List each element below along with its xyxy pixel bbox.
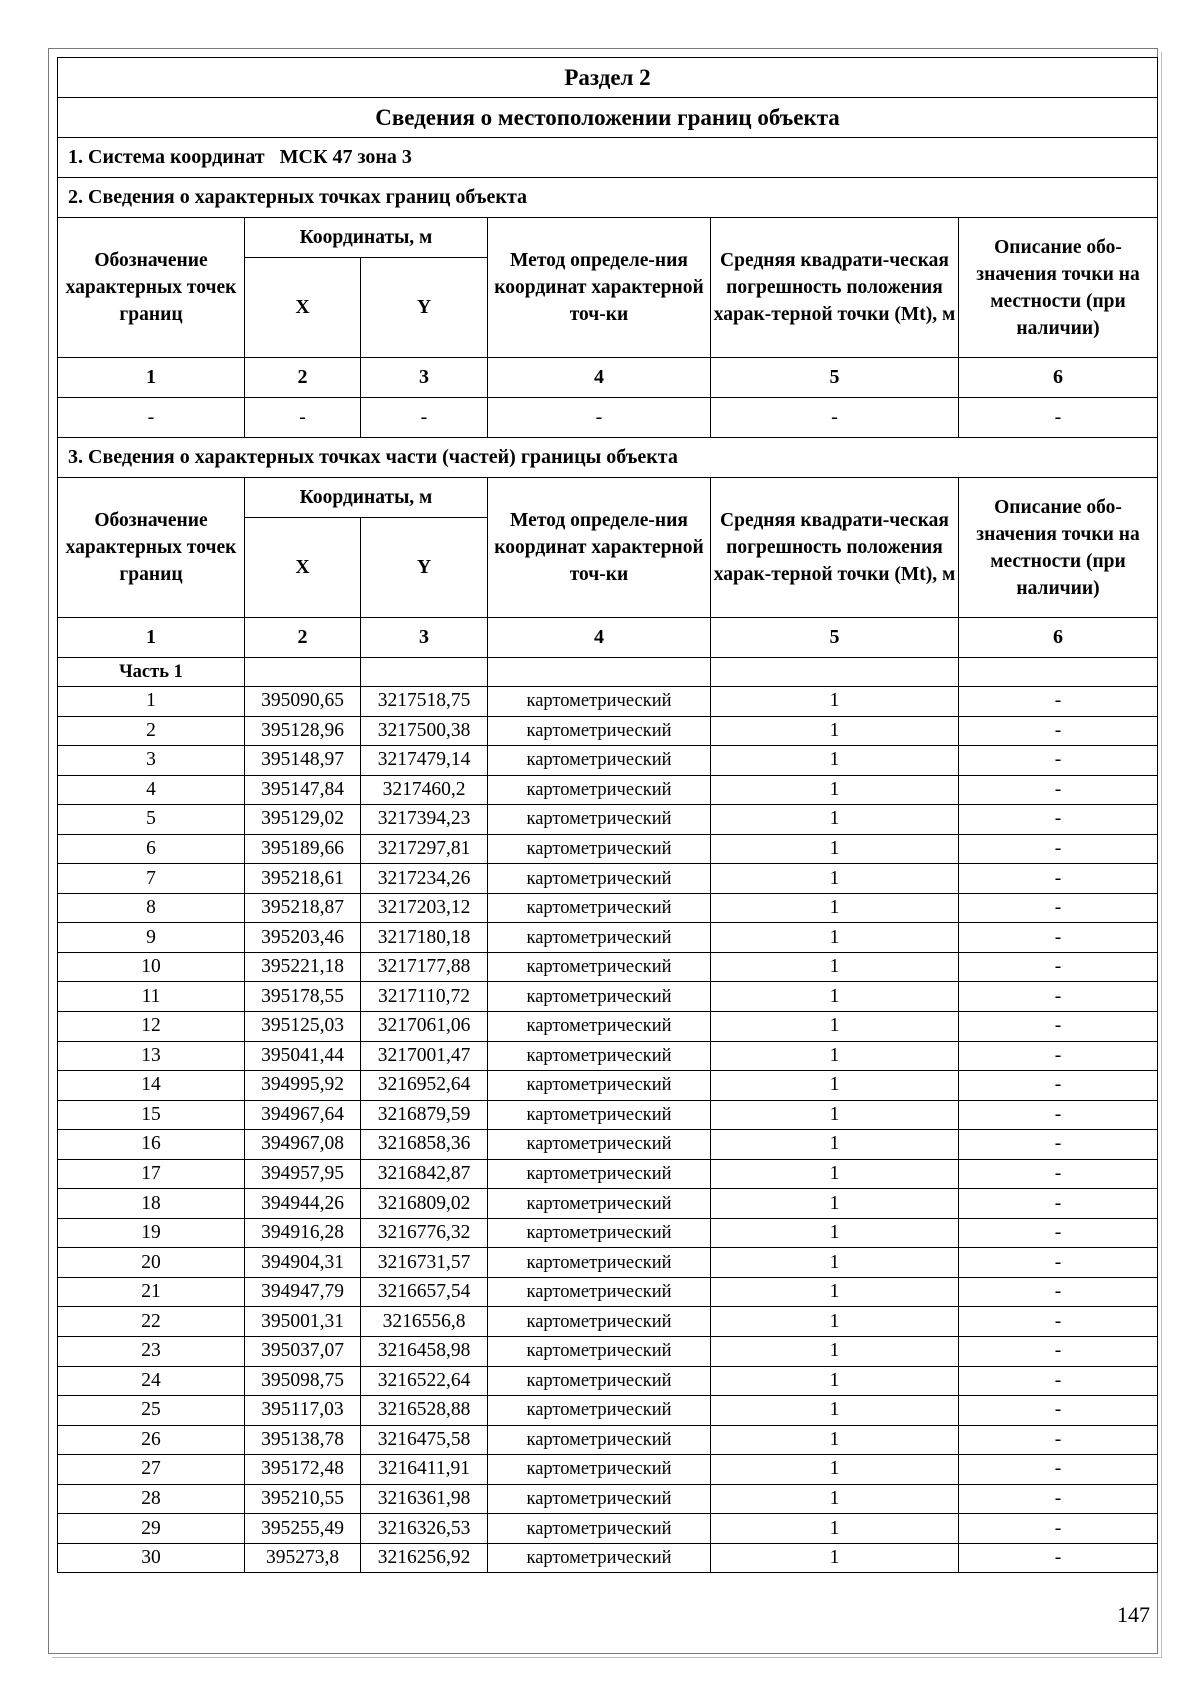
point-number: 6 xyxy=(58,834,245,864)
coord-y: 3216326,53 xyxy=(361,1514,488,1544)
method: картометрический xyxy=(488,716,711,746)
point-number: 30 xyxy=(58,1543,245,1573)
table-row xyxy=(58,1218,1158,1248)
coord-x: 395128,96 xyxy=(245,716,361,746)
method: картометрический xyxy=(488,805,711,835)
coord-x: 394904,31 xyxy=(245,1248,361,1278)
point-number: 9 xyxy=(58,923,245,953)
empty-cell xyxy=(488,658,711,687)
description: - xyxy=(959,864,1158,894)
description: - xyxy=(959,1100,1158,1130)
coord-x: 394957,95 xyxy=(245,1159,361,1189)
coord-x: 395117,03 xyxy=(245,1396,361,1426)
empty-cell: - xyxy=(245,398,361,438)
point-number: 24 xyxy=(58,1366,245,1396)
coord-y: 3217177,88 xyxy=(361,952,488,982)
description: - xyxy=(959,1218,1158,1248)
error-value: 1 xyxy=(711,1366,959,1396)
header-x: X xyxy=(245,258,361,358)
point-number: 25 xyxy=(58,1396,245,1426)
method: картометрический xyxy=(488,1041,711,1071)
column-number: 6 xyxy=(959,618,1158,658)
coord-x: 395148,97 xyxy=(245,746,361,776)
coord-y: 3216952,64 xyxy=(361,1071,488,1101)
description: - xyxy=(959,1396,1158,1426)
method: картометрический xyxy=(488,1543,711,1573)
method: картометрический xyxy=(488,834,711,864)
coord-y: 3216411,91 xyxy=(361,1455,488,1485)
coord-x: 395138,78 xyxy=(245,1425,361,1455)
error-value: 1 xyxy=(711,775,959,805)
error-value: 1 xyxy=(711,1484,959,1514)
table-row xyxy=(58,1248,1158,1278)
error-value: 1 xyxy=(711,716,959,746)
header-designation: Обозначение характерных точек границ xyxy=(58,478,245,618)
method: картометрический xyxy=(488,746,711,776)
coord-x: 395203,46 xyxy=(245,923,361,953)
point-number: 4 xyxy=(58,775,245,805)
coord-x: 394944,26 xyxy=(245,1189,361,1219)
table-row xyxy=(58,1337,1158,1367)
method: картометрический xyxy=(488,1307,711,1337)
coord-y: 3216475,58 xyxy=(361,1425,488,1455)
empty-cell xyxy=(959,658,1158,687)
description: - xyxy=(959,1484,1158,1514)
header-error: Средняя квадрати-ческая погрешность положения харак-терной точки (Mt), м xyxy=(711,478,959,618)
coord-y: 3216458,98 xyxy=(361,1337,488,1367)
coord-y: 3216809,02 xyxy=(361,1189,488,1219)
empty-cell: - xyxy=(711,398,959,438)
table-row xyxy=(58,805,1158,835)
method: картометрический xyxy=(488,1012,711,1042)
part3-heading: 3. Сведения о характерных точках части (частей) границы объекта xyxy=(58,438,1158,478)
header-description: Описание обо-значения точки на местности (при наличии) xyxy=(959,218,1158,358)
coord-y: 3216731,57 xyxy=(361,1248,488,1278)
error-value: 1 xyxy=(711,864,959,894)
coord-y: 3217460,2 xyxy=(361,775,488,805)
description: - xyxy=(959,1130,1158,1160)
coord-y: 3217180,18 xyxy=(361,923,488,953)
coord-x: 395210,55 xyxy=(245,1484,361,1514)
method: картометрический xyxy=(488,982,711,1012)
header-y: Y xyxy=(361,518,488,618)
error-value: 1 xyxy=(711,1189,959,1219)
description: - xyxy=(959,1514,1158,1544)
error-value: 1 xyxy=(711,1100,959,1130)
error-value: 1 xyxy=(711,1425,959,1455)
point-number: 15 xyxy=(58,1100,245,1130)
table-row xyxy=(58,1396,1158,1426)
point-number: 12 xyxy=(58,1012,245,1042)
table-row xyxy=(58,1307,1158,1337)
empty-cell: - xyxy=(58,398,245,438)
coord-y: 3217001,47 xyxy=(361,1041,488,1071)
point-number: 14 xyxy=(58,1071,245,1101)
method: картометрический xyxy=(488,1455,711,1485)
coord-x: 395001,31 xyxy=(245,1307,361,1337)
coord-y: 3216858,36 xyxy=(361,1130,488,1160)
coord-y: 3216256,92 xyxy=(361,1543,488,1573)
method: картометрический xyxy=(488,1130,711,1160)
description: - xyxy=(959,1071,1158,1101)
coord-x: 395189,66 xyxy=(245,834,361,864)
coord-y: 3216361,98 xyxy=(361,1484,488,1514)
column-number: 2 xyxy=(245,358,361,398)
coord-y: 3217297,81 xyxy=(361,834,488,864)
coord-x: 395273,8 xyxy=(245,1543,361,1573)
point-number: 23 xyxy=(58,1337,245,1367)
empty-cell xyxy=(245,658,361,687)
table-row xyxy=(58,982,1158,1012)
part2-heading: 2. Сведения о характерных точках границ объекта xyxy=(58,178,1158,218)
method: картометрический xyxy=(488,687,711,717)
point-number: 2 xyxy=(58,716,245,746)
header-method: Метод определе-ния координат характерной точ-ки xyxy=(488,478,711,618)
coord-x: 395129,02 xyxy=(245,805,361,835)
coord-y: 3217518,75 xyxy=(361,687,488,717)
coord-x: 394947,79 xyxy=(245,1277,361,1307)
page-number: 147 xyxy=(1117,1602,1150,1627)
method: картометрический xyxy=(488,1071,711,1101)
section-subtitle-row xyxy=(58,98,1158,138)
description: - xyxy=(959,746,1158,776)
description: - xyxy=(959,1159,1158,1189)
empty-cell xyxy=(711,658,959,687)
part2-empty-row xyxy=(58,398,1158,438)
method: картометрический xyxy=(488,1425,711,1455)
method: картометрический xyxy=(488,1100,711,1130)
column-number: 4 xyxy=(488,618,711,658)
table-row xyxy=(58,687,1158,717)
column-number: 4 xyxy=(488,358,711,398)
coord-x: 395147,84 xyxy=(245,775,361,805)
coord-x: 394995,92 xyxy=(245,1071,361,1101)
coord-y: 3217110,72 xyxy=(361,982,488,1012)
error-value: 1 xyxy=(711,1218,959,1248)
method: картометрический xyxy=(488,864,711,894)
error-value: 1 xyxy=(711,1337,959,1367)
empty-cell xyxy=(361,658,488,687)
coord-y: 3217500,38 xyxy=(361,716,488,746)
coord-y: 3217234,26 xyxy=(361,864,488,894)
description: - xyxy=(959,923,1158,953)
description: - xyxy=(959,1543,1158,1573)
coordinates-table xyxy=(57,57,1158,1573)
coord-x: 395255,49 xyxy=(245,1514,361,1544)
description: - xyxy=(959,893,1158,923)
error-value: 1 xyxy=(711,1543,959,1573)
empty-cell: - xyxy=(361,398,488,438)
point-number: 29 xyxy=(58,1514,245,1544)
description: - xyxy=(959,1366,1158,1396)
error-value: 1 xyxy=(711,1012,959,1042)
error-value: 1 xyxy=(711,1159,959,1189)
section-title-row xyxy=(58,58,1158,98)
coord-x: 395221,18 xyxy=(245,952,361,982)
column-number: 2 xyxy=(245,618,361,658)
point-number: 17 xyxy=(58,1159,245,1189)
coord-x: 395125,03 xyxy=(245,1012,361,1042)
point-number: 10 xyxy=(58,952,245,982)
coord-x: 395218,87 xyxy=(245,893,361,923)
description: - xyxy=(959,1455,1158,1485)
point-number: 11 xyxy=(58,982,245,1012)
part3-heading-row xyxy=(58,438,1158,478)
description: - xyxy=(959,1425,1158,1455)
point-number: 26 xyxy=(58,1425,245,1455)
description: - xyxy=(959,834,1158,864)
coord-x: 394916,28 xyxy=(245,1218,361,1248)
coord-y: 3216879,59 xyxy=(361,1100,488,1130)
coord-y: 3217203,12 xyxy=(361,893,488,923)
table-row xyxy=(58,1189,1158,1219)
method: картометрический xyxy=(488,1159,711,1189)
header-y: Y xyxy=(361,258,488,358)
table-row xyxy=(58,1425,1158,1455)
header-coordinates: Координаты, м xyxy=(245,478,488,518)
error-value: 1 xyxy=(711,923,959,953)
error-value: 1 xyxy=(711,1248,959,1278)
point-number: 16 xyxy=(58,1130,245,1160)
point-number: 27 xyxy=(58,1455,245,1485)
column-number: 5 xyxy=(711,618,959,658)
part2-header-row xyxy=(58,218,1158,258)
coord-y: 3216556,8 xyxy=(361,1307,488,1337)
table-row xyxy=(58,746,1158,776)
header-description: Описание обо-значения точки на местности (при наличии) xyxy=(959,478,1158,618)
error-value: 1 xyxy=(711,1514,959,1544)
part3-column-numbers-row xyxy=(58,618,1158,658)
method: картометрический xyxy=(488,1337,711,1367)
column-number: 6 xyxy=(959,358,1158,398)
part3-header-row xyxy=(58,478,1158,518)
error-value: 1 xyxy=(711,1396,959,1426)
empty-cell: - xyxy=(959,398,1158,438)
point-number: 21 xyxy=(58,1277,245,1307)
header-x: X xyxy=(245,518,361,618)
coord-y: 3217394,23 xyxy=(361,805,488,835)
method: картометрический xyxy=(488,1396,711,1426)
point-number: 13 xyxy=(58,1041,245,1071)
point-number: 22 xyxy=(58,1307,245,1337)
table-row xyxy=(58,952,1158,982)
method: картометрический xyxy=(488,1514,711,1544)
table-row xyxy=(58,1100,1158,1130)
section-title: Раздел 2 xyxy=(58,58,1158,98)
point-number: 3 xyxy=(58,746,245,776)
method: картометрический xyxy=(488,952,711,982)
coord-y: 3217479,14 xyxy=(361,746,488,776)
error-value: 1 xyxy=(711,1455,959,1485)
coord-x: 395172,48 xyxy=(245,1455,361,1485)
method: картометрический xyxy=(488,1248,711,1278)
coord-y: 3216657,54 xyxy=(361,1277,488,1307)
description: - xyxy=(959,1307,1158,1337)
description: - xyxy=(959,1248,1158,1278)
point-number: 1 xyxy=(58,687,245,717)
table-row xyxy=(58,1514,1158,1544)
point-number: 5 xyxy=(58,805,245,835)
table-row xyxy=(58,1012,1158,1042)
description: - xyxy=(959,775,1158,805)
part-label-row xyxy=(58,658,1158,687)
method: картометрический xyxy=(488,923,711,953)
table-row xyxy=(58,864,1158,894)
column-number: 3 xyxy=(361,358,488,398)
part-label: Часть 1 xyxy=(58,658,245,687)
table-row xyxy=(58,775,1158,805)
method: картометрический xyxy=(488,1277,711,1307)
description: - xyxy=(959,1012,1158,1042)
coord-y: 3216522,64 xyxy=(361,1366,488,1396)
description: - xyxy=(959,1337,1158,1367)
coord-y: 3216528,88 xyxy=(361,1396,488,1426)
description: - xyxy=(959,687,1158,717)
coord-x: 394967,08 xyxy=(245,1130,361,1160)
column-number: 1 xyxy=(58,358,245,398)
column-number: 1 xyxy=(58,618,245,658)
table-row xyxy=(58,1071,1158,1101)
header-method: Метод определе-ния координат характерной точ-ки xyxy=(488,218,711,358)
error-value: 1 xyxy=(711,746,959,776)
table-row xyxy=(58,923,1158,953)
coord-x: 395218,61 xyxy=(245,864,361,894)
coord-x: 395041,44 xyxy=(245,1041,361,1071)
description: - xyxy=(959,1277,1158,1307)
coord-y: 3216776,32 xyxy=(361,1218,488,1248)
method: картометрический xyxy=(488,775,711,805)
error-value: 1 xyxy=(711,687,959,717)
point-number: 19 xyxy=(58,1218,245,1248)
description: - xyxy=(959,1041,1158,1071)
error-value: 1 xyxy=(711,1307,959,1337)
error-value: 1 xyxy=(711,982,959,1012)
error-value: 1 xyxy=(711,893,959,923)
coord-system-row xyxy=(58,138,1158,178)
column-number: 3 xyxy=(361,618,488,658)
table-row xyxy=(58,1159,1158,1189)
table-row xyxy=(58,1455,1158,1485)
coord-x: 394967,64 xyxy=(245,1100,361,1130)
point-number: 20 xyxy=(58,1248,245,1278)
table-row xyxy=(58,716,1158,746)
point-number: 18 xyxy=(58,1189,245,1219)
coord-x: 395037,07 xyxy=(245,1337,361,1367)
method: картометрический xyxy=(488,1484,711,1514)
description: - xyxy=(959,805,1158,835)
method: картометрический xyxy=(488,1218,711,1248)
coord-system-label: 1. Система координат МСК 47 зона 3 xyxy=(58,138,1158,178)
header-error: Средняя квадрати-ческая погрешность положения харак-терной точки (Mt), м xyxy=(711,218,959,358)
coord-x: 395178,55 xyxy=(245,982,361,1012)
coord-x: 395098,75 xyxy=(245,1366,361,1396)
table-row xyxy=(58,1130,1158,1160)
table-row xyxy=(58,834,1158,864)
error-value: 1 xyxy=(711,805,959,835)
error-value: 1 xyxy=(711,834,959,864)
part2-heading-row xyxy=(58,178,1158,218)
coord-x: 395090,65 xyxy=(245,687,361,717)
header-designation: Обозначение характерных точек границ xyxy=(58,218,245,358)
method: картометрический xyxy=(488,1366,711,1396)
part2-column-numbers-row xyxy=(58,358,1158,398)
description: - xyxy=(959,982,1158,1012)
point-number: 28 xyxy=(58,1484,245,1514)
error-value: 1 xyxy=(711,1041,959,1071)
header-coordinates: Координаты, м xyxy=(245,218,488,258)
point-number: 7 xyxy=(58,864,245,894)
method: картометрический xyxy=(488,893,711,923)
method: картометрический xyxy=(488,1189,711,1219)
description: - xyxy=(959,716,1158,746)
error-value: 1 xyxy=(711,1071,959,1101)
coord-y: 3217061,06 xyxy=(361,1012,488,1042)
description: - xyxy=(959,952,1158,982)
table-row xyxy=(58,1277,1158,1307)
column-number: 5 xyxy=(711,358,959,398)
error-value: 1 xyxy=(711,1130,959,1160)
empty-cell: - xyxy=(488,398,711,438)
table-row xyxy=(58,1484,1158,1514)
point-number: 8 xyxy=(58,893,245,923)
table-row xyxy=(58,1366,1158,1396)
section-subtitle: Сведения о местоположении границ объекта xyxy=(58,98,1158,138)
table-row xyxy=(58,1543,1158,1573)
description: - xyxy=(959,1189,1158,1219)
table-row xyxy=(58,1041,1158,1071)
error-value: 1 xyxy=(711,952,959,982)
error-value: 1 xyxy=(711,1277,959,1307)
table-row xyxy=(58,893,1158,923)
coord-y: 3216842,87 xyxy=(361,1159,488,1189)
